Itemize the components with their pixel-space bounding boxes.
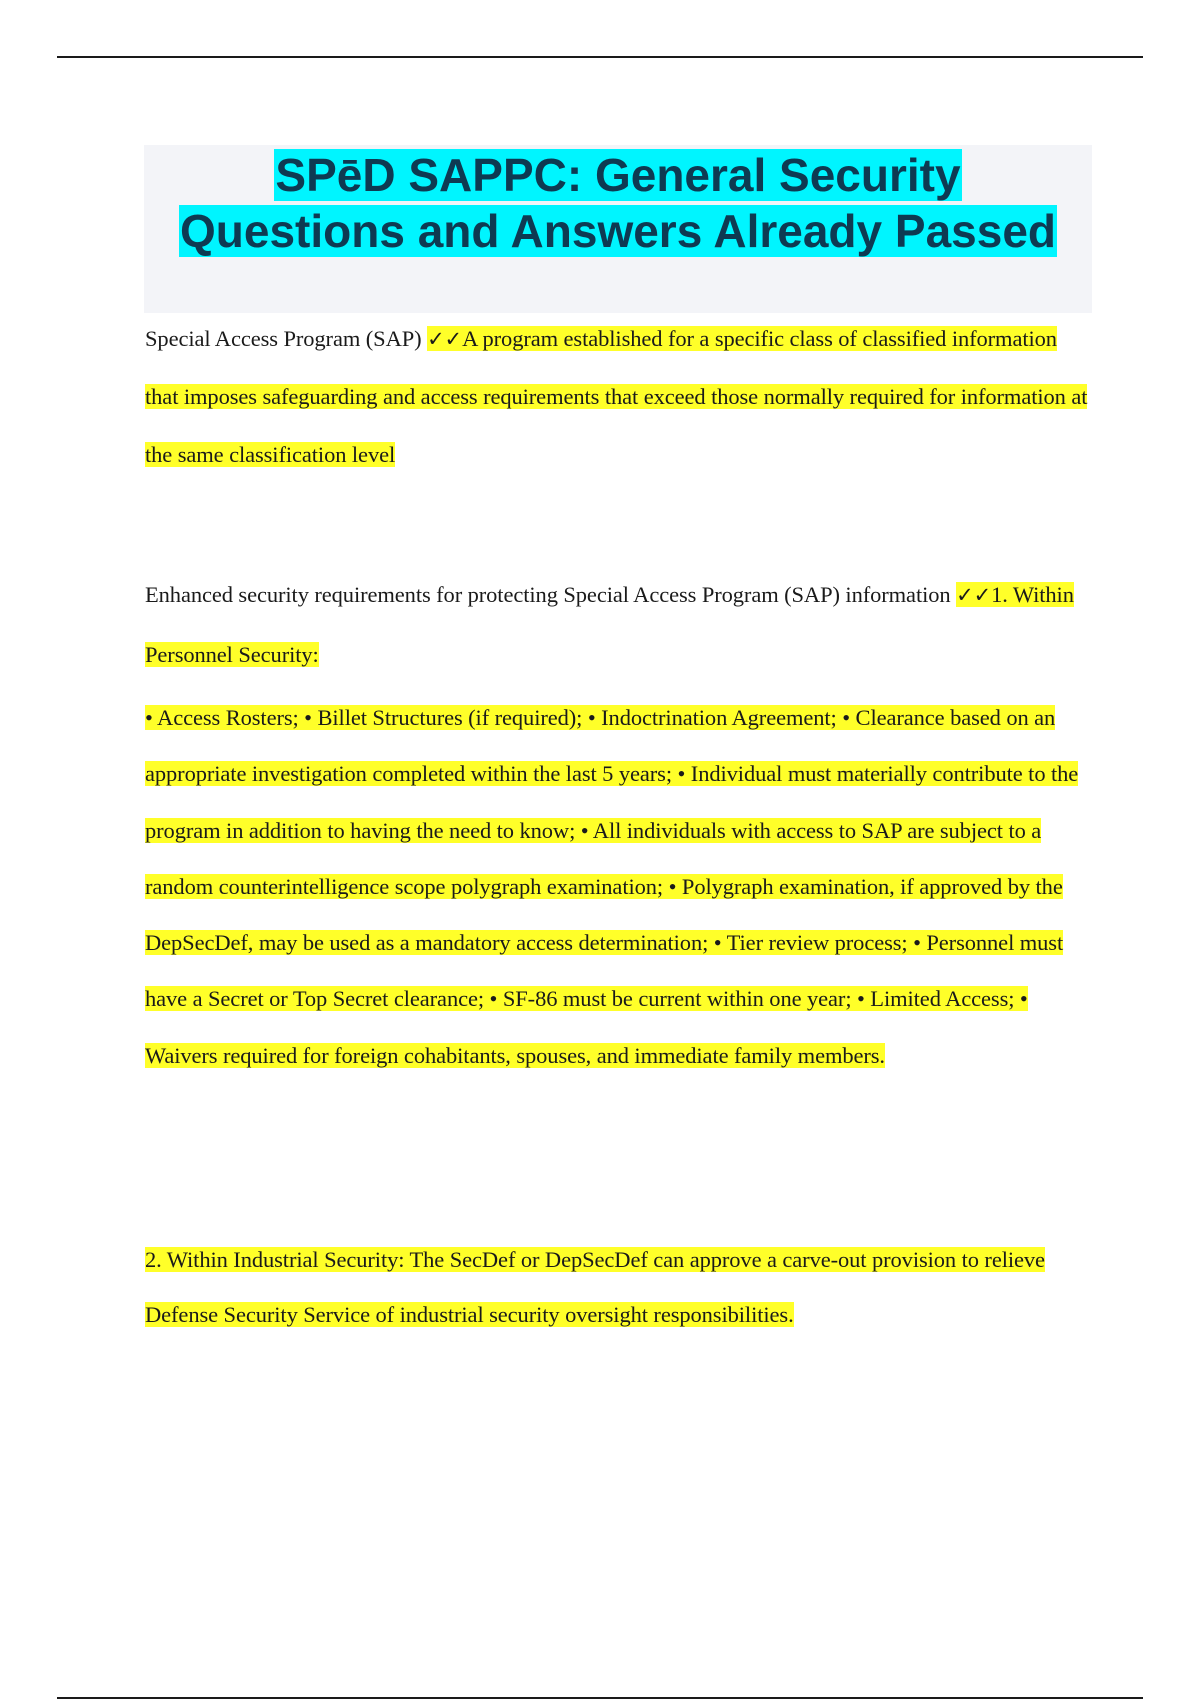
answer-industrial: 2. Within Industrial Security: The SecDef or DepSecDef can approve a carve-out provision to relieve Defense Security Service of industrial security oversight responsibilities. [145,1247,1045,1327]
question-text: Special Access Program (SAP) [145,326,422,351]
checkmark-icon: ✓✓ [956,583,992,607]
title-banner [144,145,1092,313]
question-text: Enhanced security requirements for protecting Special Access Program (SAP) information [145,582,951,607]
answer-list: • Access Rosters; • Billet Structures (if required); • Indoctrination Agreement; • Clearance based on an appropriate investigation completed within the last 5 years; • Individual must materially contribute to the program in addition to having the need to know; • All individuals with access to SAP are subject to a random counterintelligence scope polygraph examination; • Polygraph examination, if approved by the DepSecDef, may be used as a mandatory access determination; • Tier review process; • Personnel must have a Secret or Top Secret clearance; • SF-86 must be current within one year; • Limited Access; • Waivers required for foreign cohabitants, spouses, and immediate family members. [145,705,1079,1068]
answer-intro: 1. Within Personnel Security: [145,582,1074,667]
top-rule [57,56,1143,58]
qa-entry-enhanced-security [145,565,1090,685]
title-line-2: Questions and Answers Already Passed [179,205,1057,257]
checkmark-icon: ✓✓ [427,327,463,351]
title-line-1: SPēD SAPPC: General Security [275,149,961,201]
document-title [144,145,1092,259]
qa-entry-sap [145,310,1090,484]
answer-text: A program established for a specific class of classified information that imposes safeguarding and access requirements that exceed those normally required for information at the same classification level [145,326,1088,467]
industrial-security-paragraph [145,1232,1090,1342]
personnel-security-list [145,690,1090,1084]
bottom-rule [57,1697,1143,1699]
